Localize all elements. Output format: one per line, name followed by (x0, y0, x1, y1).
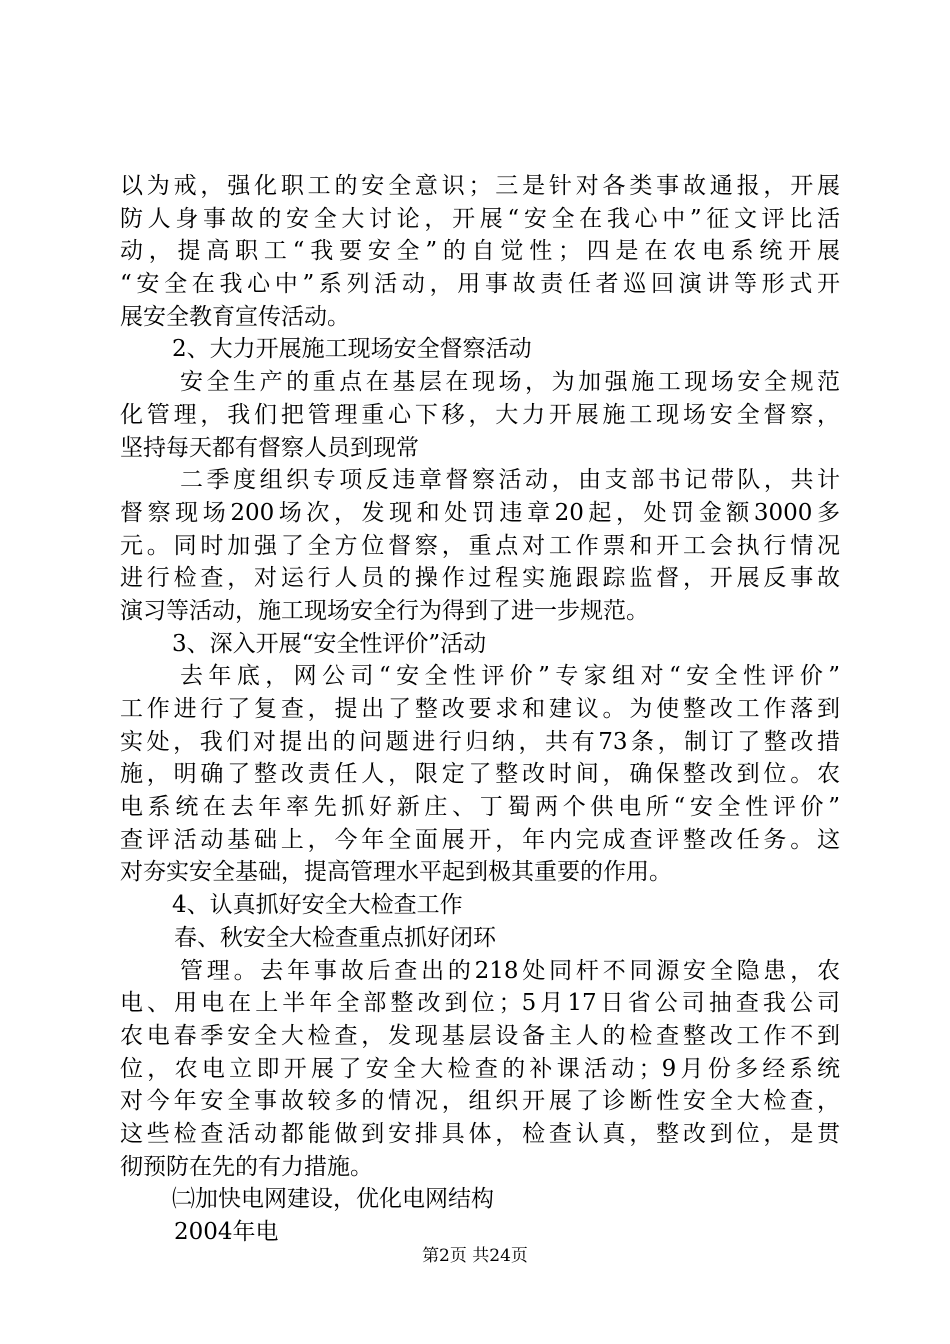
text-line: 去年底，网公司“安全性评价”专家组对“安全性评价” (180, 663, 840, 690)
text-line: 安全生产的重点在基层在现场，为加强施工现场安全规范 (180, 369, 840, 396)
text-line: 这些检查活动都能做到安排具体，检查认真，整改到位，是贯 (120, 1120, 840, 1147)
text-line: 元。同时加强了全方位督察，重点对工作票和开工会执行情况 (120, 532, 840, 559)
text-line: 坚持每天都有督察人员到现常 (120, 434, 419, 461)
section-heading: 3、深入开展“安全性评价”活动 (172, 630, 487, 657)
section-heading: ㈡加快电网建设，优化电网结构 (172, 1186, 494, 1213)
text-line: 演习等活动，施工现场安全行为得到了进一步规范。 (120, 597, 649, 624)
text-line: 实处，我们对提出的问题进行归纳，共有73条，制订了整改措 (120, 728, 840, 755)
text-line: 进行检查，对运行人员的操作过程实施跟踪监督，开展反事故 (120, 565, 840, 592)
text-line: 电、用电在上半年全部整改到位；5月17日省公司抽查我公司 (120, 990, 840, 1017)
text-line: 彻预防在先的有力措施。 (120, 1153, 373, 1180)
text-line: 化管理，我们把管理重心下移，大力开展施工现场安全督察， (120, 401, 840, 428)
body-text (120, 170, 840, 1249)
text-line: 以为戒，强化职工的安全意识；三是针对各类事故通报，开展 (120, 173, 840, 199)
page-footer: 第2页 共24页 (422, 1246, 528, 1266)
section-heading: 4、认真抓好安全大检查工作 (172, 892, 463, 919)
text-line: 二季度组织专项反违章督察活动，由支部书记带队，共计 (180, 467, 840, 494)
text-line: 农电春季安全大检查，发现基层设备主人的检查整改工作不到 (120, 1022, 840, 1049)
text-line: 查评活动基础上，今年全面展开，年内完成查评整改任务。这 (120, 826, 840, 853)
text-line: 展安全教育宣传活动。 (120, 303, 350, 330)
text-line: 工作进行了复查，提出了整改要求和建议。为使整改工作落到 (120, 696, 840, 722)
text-line: 位，农电立即开展了安全大检查的补课活动；9月份多经系统 (120, 1055, 840, 1082)
text-line: 对今年安全事故较多的情况，组织开展了诊断性安全大检查， (120, 1088, 840, 1115)
text-line: 2004年电 (174, 1219, 279, 1245)
text-line: 督察现场200场次，发现和处罚违章20起，处罚金额3000多 (120, 499, 840, 526)
text-line: 动，提高职工“我要安全”的自觉性；四是在农电系统开展 (120, 238, 840, 265)
text-line: 施，明确了整改责任人，限定了整改时间，确保整改到位。农 (120, 761, 840, 788)
text-line: “安全在我心中”系列活动，用事故责任者巡回演讲等形式开 (120, 271, 840, 298)
section-heading: 2、大力开展施工现场安全督察活动 (172, 336, 532, 363)
text-line: 电系统在去年率先抓好新庄、丁蜀两个供电所“安全性评价” (120, 794, 840, 821)
text-line: 对夯实安全基础，提高管理水平起到极其重要的作用。 (120, 859, 672, 886)
text-line: 防人身事故的安全大讨论，开展“安全在我心中”征文评比活 (120, 205, 840, 232)
text-line: 春、秋安全大检查重点抓好闭环 (174, 924, 496, 951)
text-line: 管理。去年事故后查出的218处同杆不同源安全隐患，农 (180, 957, 840, 984)
